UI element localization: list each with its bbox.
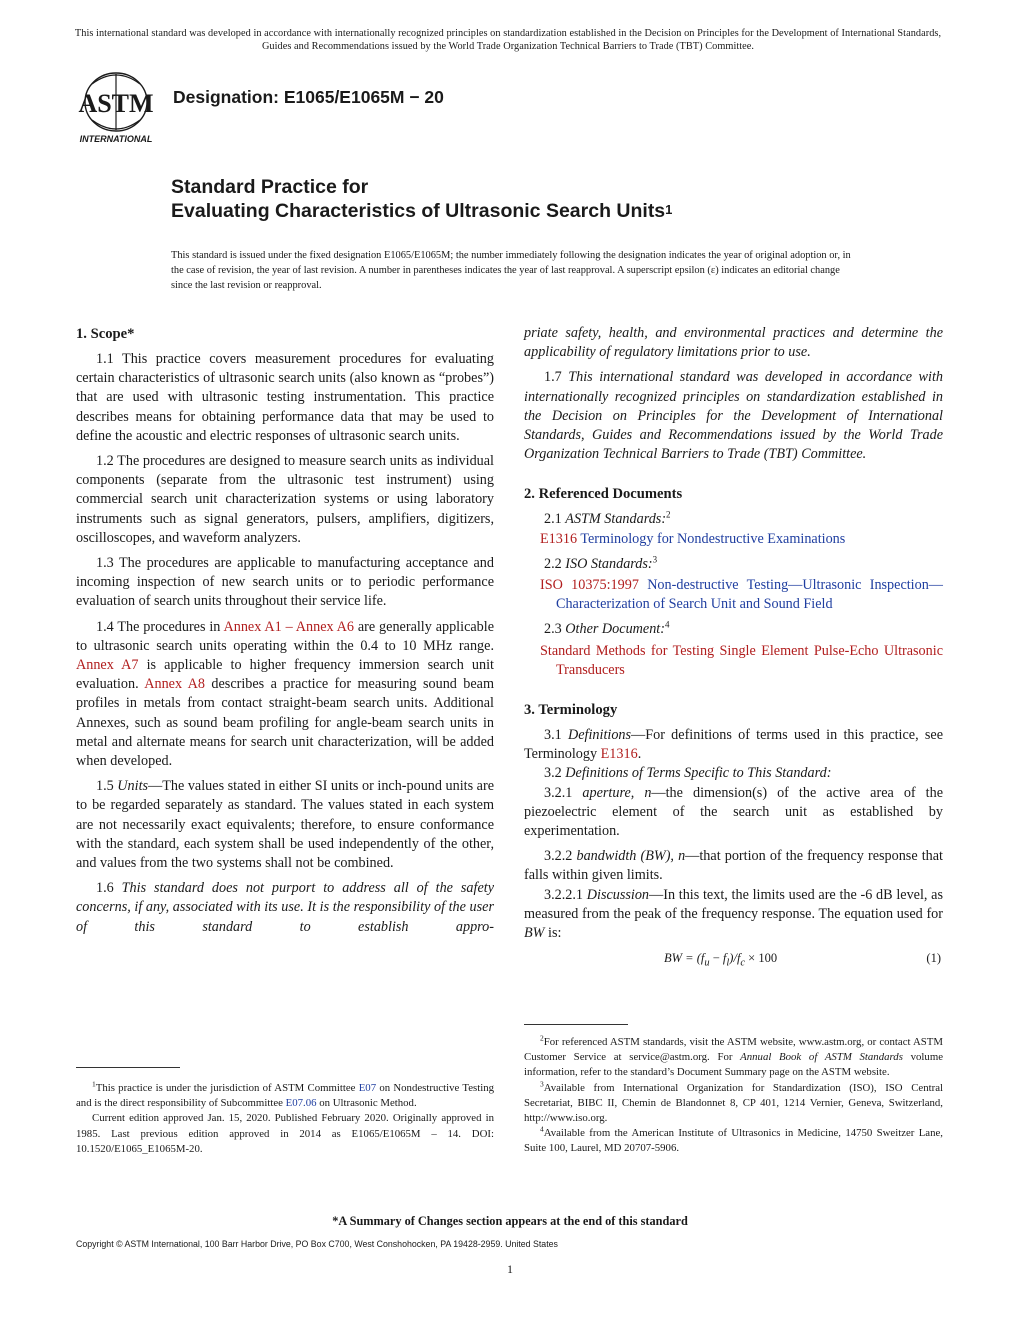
footnote-2-text-b: volume information, refer to the standard’s Document Summary page on the ASTM website. [524,1051,944,1079]
para-1-6-continued [524,324,943,362]
footnote-2-text-a: For referenced ASTM standards, visit the ASTM website, www.astm.org, or contact ASTM Customer Service at service@astm.org. For [524,1036,943,1064]
footnote-3 [524,1081,943,1127]
para-3-2-1-num: 3.2.1 [544,784,583,801]
para-3-1-num: 3.1 [544,727,568,744]
eq-tail: × 100 [745,951,778,966]
footnote-1-mark: 1 [92,1079,96,1089]
title-line-2 [171,200,672,223]
page-number: 1 [507,1262,513,1276]
title-line-1: Standard Practice for [171,176,369,198]
bandwidth-equation [664,949,777,973]
wto-notice: This international standard was developed in accordance with internationally recognized principles on standardization established in the Decision on Principles for the Development of International Standards, Guides and Recommendations issued by the World Trade Organization Technical Barriers to Trade (TBT) Committee. [74,28,942,52]
ref-iso-10375 [524,576,943,614]
eq-fu: f [700,951,705,966]
para-3-1-term: Definitions [567,727,632,744]
para-1-7-text: This international standard was developed in accordance with internationally recognized principles on standardization established in the Decision on Principles for the Development of International Standards, Guides and Recommendations issued by the World Trade Organization Technical Barriers to Trade (TBT) Committee. [524,369,943,463]
para-1-1: 1.1 This practice covers measurement procedures for evaluating certain characteristics of ultrasonic search units (also known as “probes”) that are used with ultrasonic testing instrumentation. This practice describes means for obtaining performance data that may be used to define the acoustic and electric responses of ultrasonic search units. [76,351,494,444]
footnote-1-edition: Current edition approved Jan. 15, 2020. Published February 2020. Originally approved in 1985. Last previous edition approved in 2014 as E1065/E1065M – 14. DOI: 10.1520/E1065_E1065M-20. [76,1112,494,1155]
para-2-3 [524,620,943,639]
para-2-2-label: ISO Standards: [565,555,653,572]
equation-number: (1) [926,951,941,966]
footnote-3-mark: 3 [540,1079,544,1089]
para-2-1-num: 2.1 [544,511,566,528]
para-2-1-sup: 2 [666,509,671,520]
para-3-1-text: —For definitions of terms used in this practice, see Terminology [524,727,944,763]
para-2-1-label: ASTM Standards: [565,511,667,528]
footnote-rule-left [76,1067,180,1068]
footnotes-right [524,1035,943,1157]
para-1-7 [524,368,943,464]
para-2-3-sup: 4 [664,619,670,630]
annex-a1-a6-link[interactable]: Annex A1 – Annex A6 [223,618,355,635]
para-1-4-text-b: are generally applicable to ultrasonic search units operating within the 0.4 to 10 MHz range. [76,618,494,654]
para-1-6 [76,879,494,937]
eq-minus: − [709,951,723,966]
para-1-5-num: 1.5 [96,778,118,795]
para-1-5 [76,777,494,873]
para-3-2-1 [524,784,943,842]
equation-row [524,947,943,969]
footnote-1 [76,1081,494,1111]
footnote-rule-right [524,1024,628,1025]
ref-e1316 [524,530,943,549]
para-1-5-text: —The values stated in either SI units or inch-pound units are to be regarded separately as standard. The values stated in each system are not necessarily exact equivalents; therefore, to ensure conformance with the standard, each system shall be used independently of the other, and values from the two systems shall not be combined. [76,778,494,872]
title-text: Evaluating Characteristics of Ultrasonic Search Units [171,200,666,222]
para-2-3-label: Other Document: [565,621,665,638]
para-3-1-end: . [637,746,642,763]
eq-lhs: BW = ( [664,951,701,966]
para-3-2-1-term: aperture, n [582,784,652,801]
para-3-2-2-1-term: Discussion [586,886,650,903]
para-3-2-num: 3.2 [544,765,566,782]
eq-fl: f [722,951,727,966]
para-1-4 [76,618,494,772]
para-3-2-2-text: —that portion of the frequency response that falls within given limits. [524,848,944,884]
footnote-4-mark: 4 [540,1124,544,1134]
para-3-2-2-1-end: is: [544,925,562,942]
footnote-4-text: Available from the American Institute of Ultrasonics in Medicine, 14750 Sweitzer Lane, Suite 100, Laurel, MD 20707-5906. [524,1127,943,1155]
para-1-6-continued-text: priate safety, health, and environmental practices and determine the applicability of regulatory limitations prior to use. [524,325,943,361]
footnote-3-text: Available from International Organization for Standardization (ISO), ISO Central Secretariat, BIBC II, Chemin de Blandonnet 8, CP 401, 1214 Vernier, Geneva, Switzerland, http://www.iso.org. [524,1081,943,1125]
issued-note: This standard is issued under the fixed designation E1065/E1065M; the number immediately following the designation indicates the year of original adoption or, in the case of revision, the year of last revision. A number in parentheses indicates the year of last reapproval. A superscript epsilon (ε) indicates an editorial change since the last revision or reapproval. [171,250,851,291]
para-3-2-2-1-var: BW [524,925,545,942]
para-3-2-2-1-text: —In this text, the limits used are the -6 dB level, as measured from the peak of the frequency response. The equation used for [524,886,944,922]
annex-a8-link[interactable]: Annex A8 [144,676,206,693]
annex-a7-link[interactable]: Annex A7 [76,657,139,674]
para-3-2-2-1-num: 3.2.2.1 [544,886,587,903]
summary-of-changes-note: *A Summary of Changes section appears at the end of this standard [332,1214,688,1228]
astm-logo [70,72,162,148]
para-1-5-term: Units [117,778,149,795]
committee-e07-link[interactable]: E07 [358,1082,377,1094]
para-1-4-text-d: describes a practice for measuring sound beam profiles in metals from contact straight-beam search units. Additional Annexes, such as sound beam profiling for angle-beam search units in metal and alternate means for search unit characterization, will be added when developed. [76,676,494,770]
para-2-1 [524,510,943,529]
ref-iso-code-link[interactable]: ISO 10375:1997 [540,577,639,594]
subcommittee-e0706-link[interactable]: E07.06 [285,1097,317,1110]
logo-text: ASTM [78,89,154,118]
section-3-heading: 3. Terminology [524,702,618,719]
eq-fc-sub: c [740,957,746,969]
footnotes-left [76,1081,494,1157]
ref-iso-title-link[interactable]: Non-destructive Testing—Ultrasonic Inspection—Characterization of Search Unit and Sound Field [556,577,943,613]
left-column [76,324,494,937]
para-3-2-term: Definitions of Terms Specific to This Standard: [565,765,832,782]
logo-subtext: INTERNATIONAL [79,134,153,144]
footnote-2-italic: Annual Book of ASTM Standards [740,1051,903,1064]
footnote-2-mark: 2 [540,1033,544,1043]
title-footnote-mark: 1 [665,202,673,217]
para-2-2 [524,555,943,574]
footnote-2 [524,1035,943,1081]
para-3-2 [524,764,943,783]
footnote-1-text-c: on Ultrasonic Method. [316,1097,417,1110]
designation: Designation: E1065/E1065M − 20 [173,87,444,107]
para-1-6-text: This standard does not purport to address all of the safety concerns, if any, associated with its use. It is the responsibility of the user of this standard to establish appro- [76,880,494,935]
section-2-heading: 2. Referenced Documents [524,486,683,503]
footnote-1-text-b: on Nondestructive Testing and is the direct responsibility of Subcommittee [76,1082,494,1110]
para-1-4-text-c: is applicable to higher frequency immersion search unit evaluation. [76,657,494,693]
para-3-1 [524,726,943,764]
para-3-2-2-num: 3.2.2 [544,848,577,865]
para-3-2-1-text: —the dimension(s) of the active area of the piezoelectric element of the search unit as established by experimentation. [524,784,944,840]
para-2-2-sup: 3 [652,554,658,565]
para-1-7-num: 1.7 [544,369,569,386]
para-1-4-text-a: 1.4 The procedures in [96,618,224,635]
para-3-2-2 [524,847,943,885]
para-1-3: 1.3 The procedures are applicable to manufacturing acceptance and incoming inspection of new search units or to periodic performance evaluation of search units throughout their service life. [76,555,494,610]
footnote-4 [524,1126,943,1156]
para-1-2: 1.2 The procedures are designed to measure search units as individual components (separate from the ultrasonic test instrument) using commercial search unit characterization systems or using laboratory instruments such as signal generators, pulsers, amplifiers, digitizers, oscilloscopes, and waveform analyzers. [76,453,494,546]
ref-aium-link[interactable]: Standard Methods for Testing Single Element Pulse-Echo Ultrasonic Transducers [540,642,943,678]
ref-e1316-code-link[interactable]: E1316 [540,530,578,547]
ref-aium-methods [524,642,943,680]
footnote-1-text-a: This practice is under the jurisdiction of ASTM Committee [95,1082,359,1094]
para-2-3-num: 2.3 [544,621,566,638]
terminology-e1316-link[interactable]: E1316 [600,746,638,763]
eq-fu-sub: u [704,957,710,969]
section-1-heading: 1. Scope* [76,326,135,342]
eq-close: )/ [729,951,737,966]
eq-fc: f [736,951,741,966]
copyright: Copyright © ASTM International, 100 Barr Harbor Drive, PO Box C700, West Conshohocken, PA 19428-2959. United States [76,1239,558,1249]
ref-e1316-title-link[interactable]: Terminology for Nondestructive Examinations [577,530,846,547]
right-column [524,324,943,969]
para-3-2-2-term: bandwidth (BW), n [576,848,686,865]
para-3-2-2-1 [524,886,943,944]
para-2-2-num: 2.2 [544,555,566,572]
para-1-6-num: 1.6 [96,880,122,897]
eq-fl-sub: l [726,957,730,969]
